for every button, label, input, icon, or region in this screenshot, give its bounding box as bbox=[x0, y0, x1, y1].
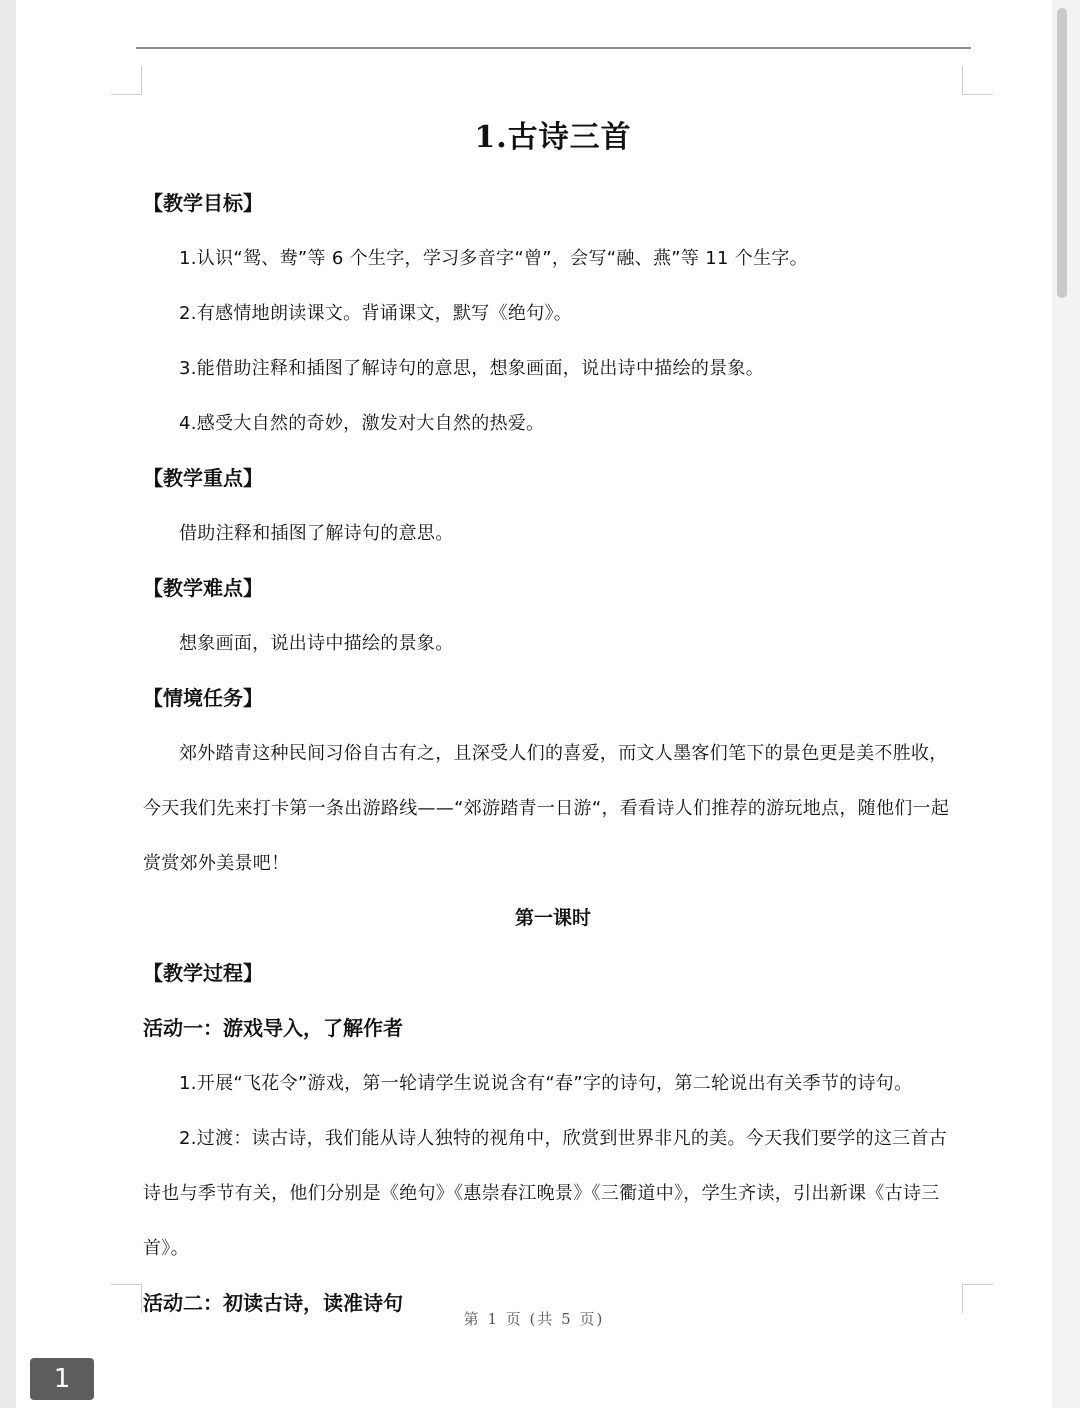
goal-item-2: 2.有感情地朗读课文。背诵课文，默写《绝句》。 bbox=[179, 303, 573, 324]
lesson-period-title: 第一课时 bbox=[514, 907, 591, 929]
document-body bbox=[143, 108, 963, 1331]
page-number-indicator[interactable]: 1 bbox=[30, 1358, 94, 1400]
section-heading-teaching-process: 【教学过程】 bbox=[143, 961, 263, 985]
document-page bbox=[16, 0, 1052, 1408]
goal-item-1: 1.认识“鸳、鸯”等 6 个生字，学习多音字“曾”，会写“融、燕”等 11 个生字。 bbox=[179, 248, 808, 269]
crop-mark-top-left bbox=[111, 66, 142, 95]
scenario-task-text: 郊外踏青这种民间习俗自古有之，且深受人们的喜爱，而文人墨客们笔下的景色更是美不胜收，今天我们先来打卡第一条出游路线——“郊游踏青一日游“，看看诗人们推荐的游玩地点，随他们一起赏赏郊外美景吧！ bbox=[143, 743, 950, 874]
section-heading-key-points: 【教学重点】 bbox=[143, 466, 263, 490]
activity-1-heading: 活动一：游戏导入，了解作者 bbox=[143, 1016, 403, 1040]
document-title: 1.古诗三首 bbox=[474, 120, 632, 155]
scrollbar-thumb[interactable] bbox=[1057, 8, 1067, 298]
key-points-text: 借助注释和插图了解诗句的意思。 bbox=[179, 523, 454, 544]
section-heading-teaching-goals: 【教学目标】 bbox=[143, 191, 263, 215]
section-heading-difficulties: 【教学难点】 bbox=[143, 576, 263, 600]
activity-1-step-2: 2.过渡：读古诗，我们能从诗人独特的视角中，欣赏到世界非凡的美。今天我们要学的这三首古诗也与季节有关，他们分别是《绝句》《惠崇春江晚景》《三衢道中》，学生齐读，引出新课《古诗三首》。 bbox=[143, 1128, 948, 1259]
goal-item-4: 4.感受大自然的奇妙，激发对大自然的热爱。 bbox=[179, 413, 545, 434]
page-footer: 第 1 页 (共 5 页) bbox=[463, 1310, 605, 1328]
crop-mark-top-right bbox=[962, 66, 993, 95]
header-rule bbox=[136, 47, 971, 49]
activity-1-step-1: 1.开展“飞花令”游戏，第一轮请学生说说含有“春”字的诗句，第二轮说出有关季节的诗句。 bbox=[179, 1073, 913, 1094]
goal-item-3: 3.能借助注释和插图了解诗句的意思，想象画面，说出诗中描绘的景象。 bbox=[179, 358, 765, 379]
section-heading-scenario-task: 【情境任务】 bbox=[143, 686, 263, 710]
vertical-scrollbar[interactable] bbox=[1052, 0, 1080, 1408]
activity-2-heading: 活动二：初读古诗，读准诗句 bbox=[143, 1291, 403, 1315]
difficulties-text: 想象画面，说出诗中描绘的景象。 bbox=[179, 633, 454, 654]
